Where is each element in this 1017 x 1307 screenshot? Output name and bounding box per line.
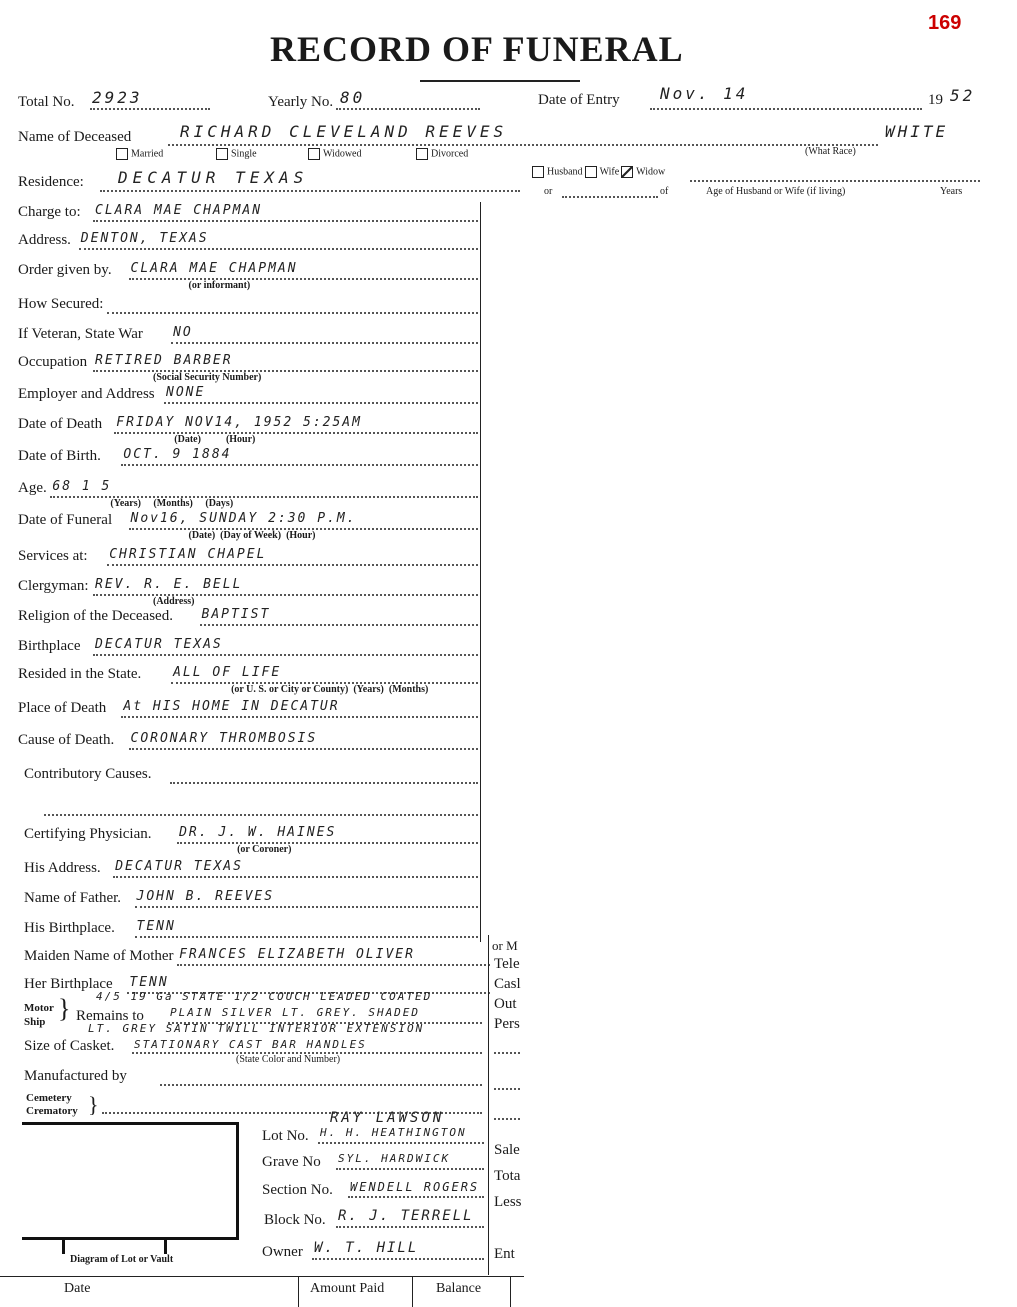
race-sublabel: (What Race)	[805, 146, 856, 157]
casket-value: STATIONARY CAST BAR HANDLES	[134, 1038, 367, 1051]
field-label-2: Order given by.	[18, 262, 112, 278]
field-label-15: Resided in the State.	[18, 666, 142, 682]
footer-amount-paid: Amount Paid	[310, 1281, 385, 1296]
motor-line1: 4/5 19 Ga STATE 1/2 COUCH LEADED COATED	[96, 990, 433, 1003]
field-label-6: Employer and Address	[18, 386, 155, 402]
years-label: Years	[940, 186, 963, 197]
field-sublabel-12: (Address)	[153, 596, 195, 607]
field-value-6: NONE	[166, 385, 206, 400]
field-label-16: Place of Death	[18, 700, 107, 716]
field-sublabel-15: (or U. S. or City or County) (Years) (Months)	[231, 684, 429, 695]
field-value-22: JOHN B. REEVES	[136, 889, 275, 904]
field-sublabel-20: (or Coroner)	[237, 844, 292, 855]
field-value-13: BAPTIST	[201, 607, 271, 622]
or-label: or	[544, 186, 553, 197]
field-value-8: OCT. 9 1884	[123, 447, 232, 462]
section-no-value: WENDELL ROGERS	[350, 1180, 480, 1194]
residence-value: DECATUR TEXAS	[118, 168, 309, 187]
diagram-label: Diagram of Lot or Vault	[70, 1254, 174, 1265]
field-sublabel-2: (or informant)	[188, 280, 251, 291]
footer-balance: Balance	[436, 1281, 482, 1296]
of-label: of	[660, 186, 669, 197]
casket-sublabel: (State Color and Number)	[236, 1054, 341, 1065]
block-no-label: Block No.	[264, 1212, 326, 1228]
field-label-5: Occupation	[18, 354, 88, 370]
marital-divorced[interactable]: Divorced	[416, 148, 468, 160]
field-value-17: CORONARY THROMBOSIS	[130, 731, 318, 746]
field-value-9: 68 1 5	[52, 479, 112, 494]
field-label-9: Age.	[18, 480, 47, 496]
field-value-23: TENN	[136, 919, 176, 934]
block-no-value: R. J. TERRELL	[338, 1208, 474, 1224]
field-value-11: CHRISTIAN CHAPEL	[109, 547, 267, 562]
deceased-name-label: Name of Deceased	[18, 129, 132, 145]
diagram-stem-left	[18, 1238, 65, 1254]
grave-no-value: SYL. HARDWICK	[338, 1152, 451, 1165]
residence-label: Residence:	[18, 174, 84, 190]
age-spouse-label: Age of Husband or Wife (if living)	[706, 186, 846, 197]
diagram-stem-right	[164, 1238, 167, 1254]
field-sublabel-5: (Social Security Number)	[153, 372, 262, 383]
field-value-20: DR. J. W. HAINES	[179, 825, 337, 840]
marital-married[interactable]: Married	[116, 148, 163, 160]
manufactured-by-label: Manufactured by	[24, 1068, 127, 1084]
ship-label: Ship	[24, 1016, 46, 1028]
section-no-label: Section No.	[262, 1182, 333, 1198]
field-value-24: FRANCES ELIZABETH OLIVER	[179, 947, 415, 962]
field-value-2: CLARA MAE CHAPMAN	[130, 261, 298, 276]
field-sublabel-7: (Date) (Hour)	[174, 434, 256, 445]
cemetery-label: Cemetery	[26, 1092, 72, 1104]
motor-line2: PLAIN SILVER LT. GREY. SHADED	[170, 1006, 421, 1019]
marital-single[interactable]: Single	[216, 148, 257, 160]
field-label-20: Certifying Physician.	[24, 826, 152, 842]
field-label-12: Clergyman:	[18, 578, 89, 594]
right-col-text-8: Ent	[494, 1246, 515, 1262]
field-value-5: RETIRED BARBER	[95, 353, 233, 368]
total-no-value: 2923	[92, 88, 143, 107]
field-value-4: NO	[173, 325, 193, 340]
yearly-no-label: Yearly No.	[268, 94, 334, 110]
field-label-3: How Secured:	[18, 296, 104, 312]
field-value-10: Nov16, SUNDAY 2:30 P.M.	[130, 511, 357, 526]
field-label-24: Maiden Name of Mother	[24, 948, 174, 964]
field-value-12: REV. R. E. BELL	[95, 577, 243, 592]
field-label-18: Contributory Causes.	[24, 766, 152, 782]
lot-no-label: Lot No.	[262, 1128, 309, 1144]
motor-brace: }	[58, 994, 71, 1023]
field-value-7: FRIDAY NOV14, 1952 5:25AM	[116, 415, 362, 430]
column-divider	[480, 202, 481, 942]
field-label-7: Date of Death	[18, 416, 103, 432]
field-label-1: Address.	[18, 232, 71, 248]
field-label-25: Her Birthplace	[24, 976, 113, 992]
field-value-15: ALL OF LIFE	[173, 665, 282, 680]
right-col-text-4: Pers	[494, 1016, 520, 1032]
page-number: 169	[928, 12, 962, 34]
field-label-13: Religion of the Deceased.	[18, 608, 173, 624]
title-underline	[420, 80, 580, 82]
date-of-entry-value: Nov. 14	[660, 84, 749, 103]
right-col-text-0: or M	[492, 938, 518, 953]
field-label-0: Charge to:	[18, 204, 81, 220]
field-label-8: Date of Birth.	[18, 448, 101, 464]
lot-no-value: H. H. HEATHINGTON	[320, 1126, 467, 1139]
field-value-14: DECATUR TEXAS	[95, 637, 223, 652]
casket-label: Size of Casket.	[24, 1038, 115, 1054]
right-column-divider	[488, 935, 489, 1275]
field-value-21: DECATUR TEXAS	[115, 859, 243, 874]
deceased-name-value: RICHARD CLEVELAND REEVES	[180, 122, 508, 141]
footer-top-line	[0, 1276, 524, 1277]
diagram-box	[22, 1122, 239, 1240]
field-sublabel-10: (Date) (Day of Week) (Hour)	[188, 530, 316, 541]
total-no-label: Total No.	[18, 94, 75, 110]
field-label-10: Date of Funeral	[18, 512, 113, 528]
right-col-text-6: Tota	[494, 1168, 521, 1184]
right-col-text-3: Out	[494, 996, 517, 1012]
field-value-25: TENN	[129, 975, 169, 990]
field-value-16: At HIS HOME IN DECATUR	[123, 699, 340, 714]
crematory-label: Crematory	[26, 1105, 78, 1117]
motor-label: Motor	[24, 1002, 54, 1014]
field-value-1: DENTON, TEXAS	[80, 231, 209, 246]
field-label-23: His Birthplace.	[24, 920, 115, 936]
field-value-0: CLARA MAE CHAPMAN	[95, 203, 263, 218]
field-label-17: Cause of Death.	[18, 732, 115, 748]
field-label-22: Name of Father.	[24, 890, 122, 906]
field-sublabel-9: (Years) (Months) (Days)	[110, 498, 234, 509]
spouse-options[interactable]: Husband Wife Widow	[532, 166, 665, 178]
marital-widowed[interactable]: Widowed	[308, 148, 361, 160]
field-label-14: Birthplace	[18, 638, 81, 654]
lot-above-value: RAY LAWSON	[330, 1110, 445, 1126]
year-prefix: 19	[928, 92, 943, 108]
page-title: RECORD OF FUNERAL	[270, 29, 684, 69]
grave-no-label: Grave No	[262, 1154, 321, 1170]
date-of-entry-label: Date of Entry	[538, 92, 620, 108]
year-suffix: 52	[950, 86, 976, 105]
owner-value: W. T. HILL	[314, 1240, 419, 1256]
owner-label: Owner	[262, 1244, 303, 1260]
field-label-4: If Veteran, State War	[18, 326, 143, 342]
remains-to-label: Remains to	[76, 1008, 144, 1024]
yearly-no-value: 80	[340, 88, 366, 107]
right-col-text-7: Less	[494, 1194, 522, 1210]
right-col-text-1: Tele	[494, 956, 520, 972]
right-col-text-2: Casl	[494, 976, 521, 992]
deceased-race-value: WHITE	[885, 122, 949, 141]
field-label-21: His Address.	[24, 860, 101, 876]
motor-line3: LT. GREY SATIN TWILL INTERIOR EXTENSION	[88, 1022, 425, 1035]
footer-date: Date	[64, 1281, 91, 1296]
right-col-text-5: Sale	[494, 1142, 520, 1158]
field-label-11: Services at:	[18, 548, 88, 564]
cemetery-brace: }	[88, 1092, 99, 1117]
